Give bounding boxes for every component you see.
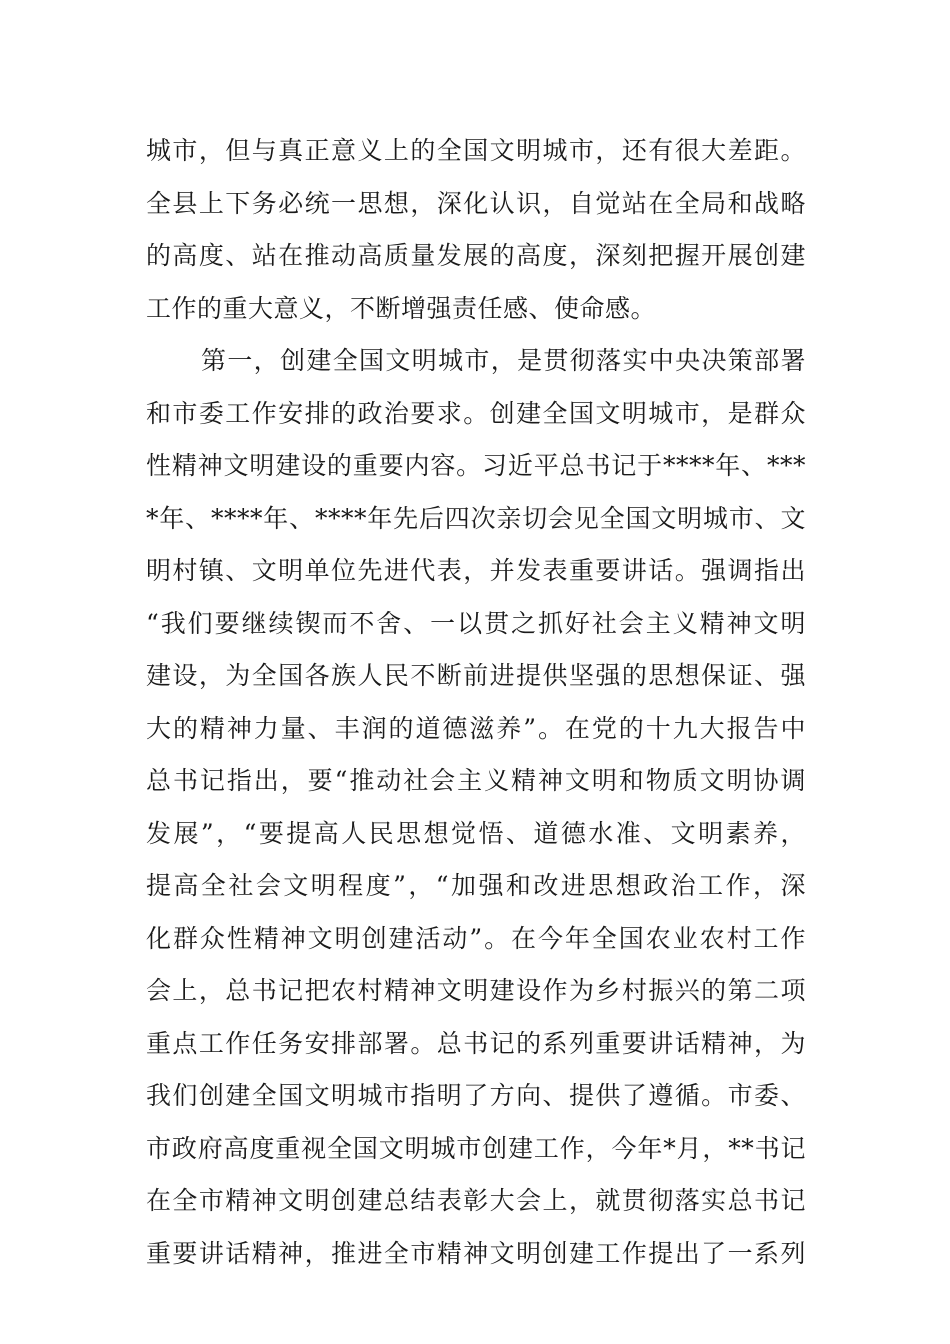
- text-line-21: 在全市精神文明创建总结表彰大会上，就贯彻落实总书记: [146, 1186, 806, 1215]
- text-line-13: 总书记指出，要“推动社会主义精神文明和物质文明协调: [146, 766, 806, 795]
- text-line-4: 工作的重大意义，不断增强责任感、使命感。: [146, 293, 657, 323]
- text-line-18: 重点工作任务安排部署。总书记的系列重要讲话精神，为: [146, 1028, 806, 1058]
- text-line-11: 建设，为全国各族人民不断前进提供坚强的思想保证、强: [146, 661, 806, 690]
- text-line-2: 全县上下务必统一思想，深化认识，自觉站在全局和战略: [146, 188, 806, 218]
- body-text: [146, 125, 806, 1280]
- text-line-16: 化群众性精神文明创建活动”。在今年全国农业农村工作: [146, 923, 806, 953]
- text-line-20: 市政府高度重视全国文明城市创建工作，今年*月，**书记: [146, 1133, 806, 1163]
- text-line-22: 重要讲话精神，推进全市精神文明创建工作提出了一系列: [146, 1238, 806, 1268]
- text-line-17: 会上，总书记把农村精神文明建设作为乡村振兴的第二项: [146, 976, 806, 1005]
- text-line-15: 提高全社会文明程度”，“加强和改进思想政治工作，深: [146, 871, 806, 900]
- text-line-1: 城市，但与真正意义上的全国文明城市，还有很大差距。: [146, 136, 806, 165]
- text-line-19: 我们创建全国文明城市指明了方向、提供了遵循。市委、: [146, 1081, 806, 1110]
- text-line-12: 大的精神力量、丰润的道德滋养”。在党的十九大报告中: [146, 713, 806, 743]
- text-line-6: 和市委工作安排的政治要求。创建全国文明城市，是群众: [146, 398, 806, 428]
- text-line-10: “我们要继续锲而不舍、一以贯之抓好社会主义精神文明: [146, 608, 806, 638]
- text-line-8: *年、****年、****年先后四次亲切会见全国文明城市、文: [146, 503, 806, 533]
- text-line-7: 性精神文明建设的重要内容。习近平总书记于****年、***: [146, 451, 806, 480]
- text-line-5: 第一，创建全国文明城市，是贯彻落实中央决策部署: [201, 346, 806, 375]
- text-line-14: 发展”，“要提高人民思想觉悟、道德水准、文明素养，: [146, 818, 806, 848]
- text-line-3: 的高度、站在推动高质量发展的高度，深刻把握开展创建: [146, 241, 806, 270]
- text-line-9: 明村镇、文明单位先进代表，并发表重要讲话。强调指出: [146, 556, 806, 585]
